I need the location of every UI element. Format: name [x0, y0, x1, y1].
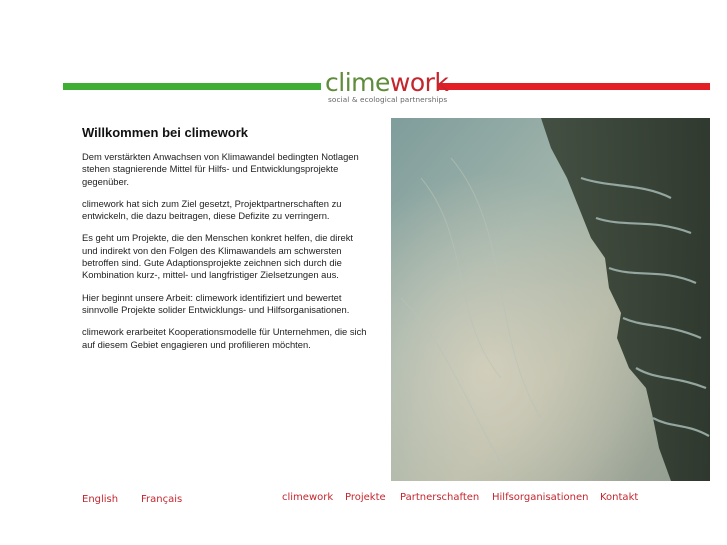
- intro-paragraph-5: climework erarbeitet Kooperationsmodelle für Unternehmen, die sich auf diesem Gebiet engagieren und profilieren möchten.: [82, 326, 367, 350]
- lang-english-link[interactable]: English: [82, 494, 119, 505]
- nav-climework[interactable]: climework: [282, 492, 334, 503]
- header-red-bar: [437, 83, 710, 90]
- logo-wordmark-work: work: [389, 68, 449, 97]
- intro-paragraph-2: climework hat sich zum Ziel gesetzt, Projektpartnerschaften zu entwickeln, die dazu beitragen, diese Defizite zu verringern.: [82, 197, 342, 222]
- climework-logo[interactable]: [325, 70, 465, 104]
- page-title: Willkommen bei climework: [82, 125, 249, 140]
- intro-paragraph-4: Hier beginnt unsere Arbeit: climework identifiziert und bewertet sinnvolle Projekte solider Entwicklungs- und Hilfsorganisationen.: [82, 291, 350, 315]
- main-content: [82, 125, 367, 361]
- logo-tagline: social & ecological partnerships: [328, 95, 448, 104]
- logo-wordmark: [325, 70, 465, 95]
- nav-kontakt[interactable]: Kontakt: [600, 492, 639, 503]
- satellite-coastline-image: [391, 118, 710, 481]
- nav-hilfsorganisationen[interactable]: Hilfsorganisationen: [492, 492, 589, 503]
- nav-projekte[interactable]: Projekte: [345, 492, 386, 503]
- intro-paragraph-3: Es geht um Projekte, die den Menschen konkret helfen, die direkt und indirekt von den Folgen des Klimawandels am schwersten betroffen sind. Gute Adaptionsprojekte zeichnen sich durch die Kombination kurz-, mittel- und langfristiger Zielsetzungen aus.: [82, 232, 353, 281]
- lang-francais-link[interactable]: Français: [141, 494, 183, 505]
- nav-partnerschaften[interactable]: Partnerschaften: [400, 492, 480, 503]
- logo-wordmark-clime: clime: [325, 68, 390, 97]
- header-green-bar: [63, 83, 321, 90]
- intro-paragraph-1: Dem verstärkten Anwachsen von Klimawandel bedingten Notlagen stehen stagnierende Mittel für Hilfs- und Entwicklungsprojekte gegenüber.: [82, 151, 359, 187]
